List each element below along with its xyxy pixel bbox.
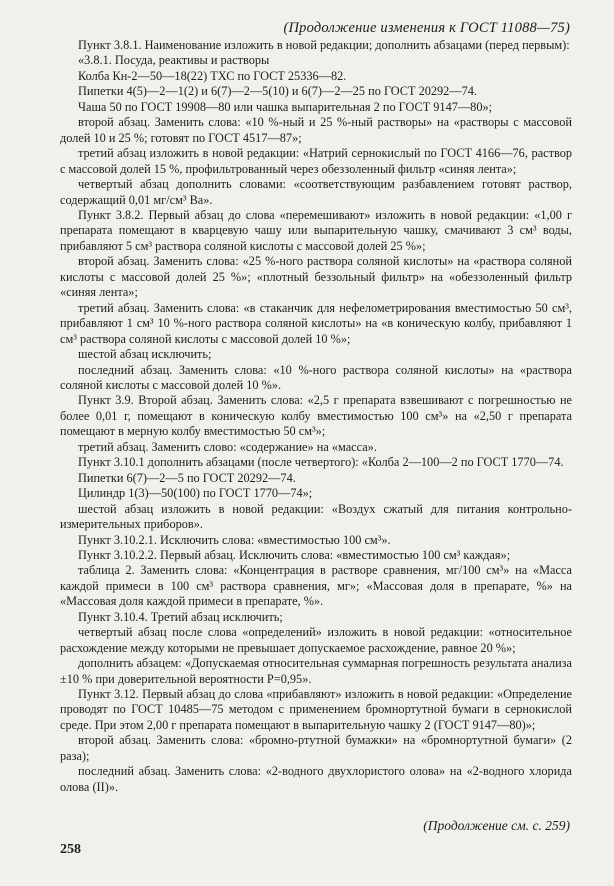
paragraph: Чаша 50 по ГОСТ 19908—80 или чашка выпарительная 2 по ГОСТ 9147—80»; — [78, 99, 493, 114]
paragraph: четвертый абзац после слова «определений» изложить в новой редакции: «относительное расхождение между которыми не превышает допускаемое расхождение, равное 20 %»; — [60, 625, 572, 655]
paragraph: Пункт 3.10.4. Третий абзац исключить; — [78, 609, 283, 624]
paragraph: Цилиндр 1(3)—50(100) по ГОСТ 1770—74»; — [78, 486, 313, 501]
paragraph: шестой абзац исключить; — [78, 347, 212, 362]
paragraph: шестой абзац изложить в новой редакции: «Воздух сжатый для питания контрольно-измерительных приборов». — [60, 501, 572, 532]
running-header: (Продолжение изменения к ГОСТ 11088—75) — [283, 20, 570, 36]
continuation-note: (Продолжение см. с. 259) — [423, 818, 570, 833]
paragraph: последний абзац. Заменить слова: «10 %-ного раствора соляной кислоты» на «раствора соляной кислоты с массовой долей 10 %». — [60, 362, 572, 392]
paragraph: Пипетки 4(5)—2—1(2) и 6(7)—2—5(10) и 6(7)—2—25 по ГОСТ 20292—74. — [78, 84, 477, 99]
paragraph: Пункт 3.10.2.1. Исключить слова: «вместимостью 100 см³». — [78, 532, 391, 547]
paragraph: дополнить абзацем: «Допускаемая относительная суммарная погрешность результата анализа ±10 % при доверительной вероятности P=0,95». — [60, 656, 572, 686]
paragraph: «3.8.1. Посуда, реактивы и растворы — [78, 53, 270, 68]
body-text — [60, 38, 572, 795]
paragraph: Пункт 3.12. Первый абзац до слова «прибавляют» изложить в новой редакции: «Определение проводят по ГОСТ 10485—75 методом с применением бромнортутной бумаги в сернокислой среде. При этом 2,00 г препарата помещают в выпарительную чашку 2 (ГОСТ 9147—80)»; — [60, 687, 572, 732]
paragraph: четвертый абзац дополнить словами: «соответствующим разбавлением готовят раствор, содержащий 0,01 мг/см³ Ва». — [60, 177, 572, 207]
paragraph: второй абзац. Заменить слова: «25 %-ного раствора соляной кислоты» на «раствора соляной кислоты с массовой долей 25 %»; «плотный беззольный фильтр» на «обеззоленный фильтр «синяя лента»; — [60, 254, 572, 300]
paragraph: Пункт 3.10.1 дополнить абзацами (после четвертого): «Колба 2—100—2 по ГОСТ 1770—74. — [78, 455, 564, 470]
paragraph: второй абзац. Заменить слова: «10 %-ный и 25 %-ный растворы» на «растворы с массовой долей 10 и 25 %; готовят по ГОСТ 4517—87»; — [60, 115, 572, 145]
paragraph: третий абзац изложить в новой редакции: «Натрий сернокислый по ГОСТ 4166—76, раствор с массовой долей 15 %, профильтрованный через обеззоленный фильтр «синяя лента»; — [60, 146, 572, 176]
paragraph: третий абзац. Заменить слова: «в стаканчик для нефелометрирования вместимостью 50 см³, прибавляют 1 см³ 10 %-ного раствора соляной кислоты» на «в коническую колбу, прибавляют 1 см³ раствора соляной кислоты с массовой долей 10 %»; — [60, 300, 572, 346]
paragraph: Пункт 3.9. Второй абзац. Заменить слова: «2,5 г препарата взвешивают с погрешностью не более 0,01 г, помещают в коническую колбу вместимостью 100 см³» на «2,50 г препарата помещают в мерную колбу вместимостью 50 см³»; — [60, 393, 572, 439]
paragraph: третий абзац. Заменить слово: «содержание» на «масса». — [78, 439, 377, 454]
paragraph: Пункт 3.8.1. Наименование изложить в новой редакции; дополнить абзацами (перед первым): — [78, 38, 570, 52]
paragraph: Пипетки 6(7)—2—5 по ГОСТ 20292—74. — [78, 470, 296, 485]
paragraph: последний абзац. Заменить слова: «2-водного двухлористого олова» на «2-водного хлорида олова (II)». — [60, 764, 572, 794]
page-number: 258 — [60, 842, 81, 857]
paragraph: Колба Кн-2—50—18(22) ТХС по ГОСТ 25336—82. — [78, 68, 347, 83]
paragraph: Пункт 3.10.2.2. Первый абзац. Исключить слова: «вместимостью 100 см³ каждая»; — [78, 547, 511, 562]
paragraph: таблица 2. Заменить слова: «Концентрация в растворе сравнения, мг/100 см³» на «Масса каждой примеси в 100 см³ раствора сравнения, мг»; «Массовая доля в препарате, %» на «Массовая доля каждой примеси в препарате, %». — [60, 563, 572, 609]
paragraph: Пункт 3.8.2. Первый абзац до слова «перемешивают» изложить в новой редакции: «1,00 г препарата помещают в кварцевую чашу или выпарительную чашку, смачивают 3 см³ воды, прибавляют 5 см³ раствора соляной кислоты с массовой долей 25 %»; — [60, 207, 572, 253]
paragraph: второй абзац. Заменить слова: «бромно-ртутной бумажки» на «бромнортутной бумаги» (2 раза); — [60, 733, 572, 763]
